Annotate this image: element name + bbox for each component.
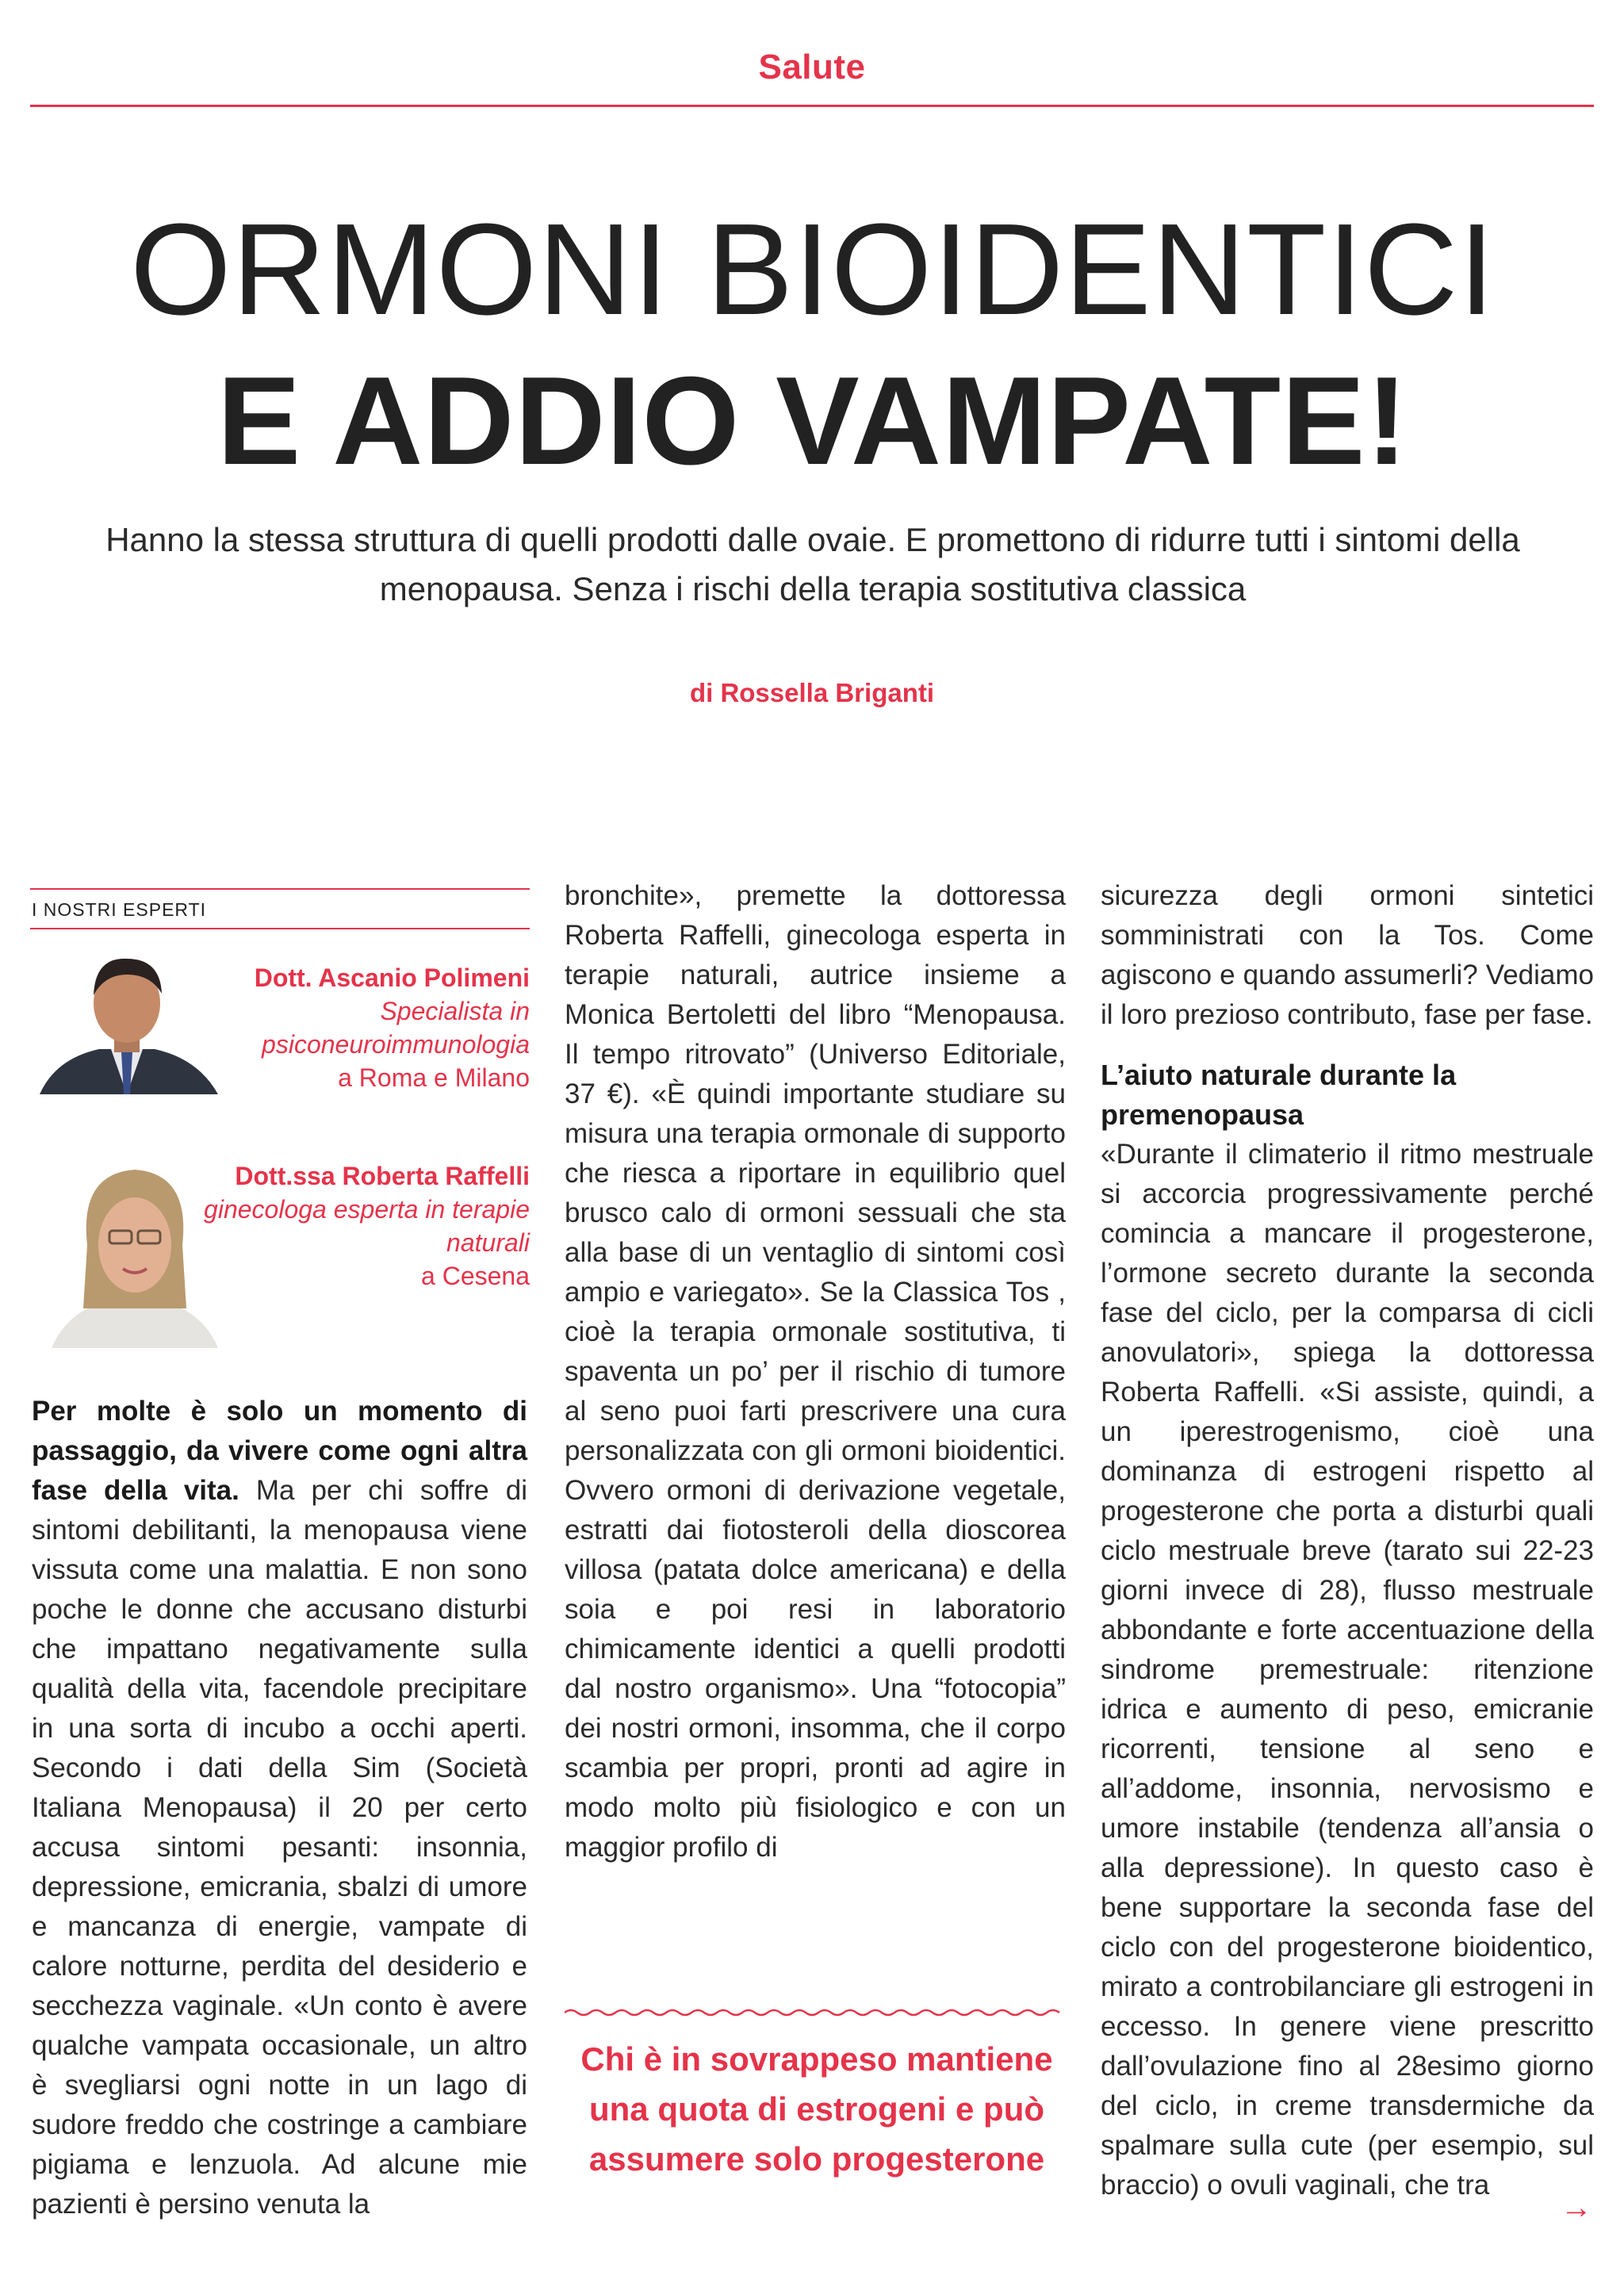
experts-label: I NOSTRI ESPERTI [32, 899, 207, 920]
section-subhead: L’aiuto naturale durante la premenopausa [1101, 1059, 1457, 1131]
experts-label-rule [30, 928, 530, 929]
expert-city: a Roma e Milano [338, 1063, 530, 1092]
body-text: Ma per chi soffre di sintomi debilitanti, la menopausa viene vissuta come una malattia. E non sono poche le donne che accusano disturbi che impattano negativamente sulla qualità della vita, facendole precipitare in una sorta di incubo a occhi aperti. Secondo i dati della Sim (Società Italiana Menopausa) il 20 per certo accusa sintomi pesanti: insonnia, depressione, emicrania, sbalzi di umore e mancanza di energie, vampate di calore notturne, perdita del desiderio e secchezza vaginale. «Un conto è avere qualche vampata occasionale, un altro è svegliarsi ogni notte in un lago di sudore freddo che costringe a cambiare pigiama e lenzuola. Ad alcune mie pazienti è persino venuta la [32, 1475, 527, 2220]
headline-line1: ORMONI BIOIDENTICI [130, 197, 1496, 342]
expert-card-raffelli [197, 1159, 530, 1293]
body-column-2 [565, 876, 1066, 1867]
body-text: «Durante il climaterio il ritmo mestruale si accorcia progressivamente perché comincia a mancare il progesterone, l’ormone secreto durante la seconda fase del ciclo, per la comparsa di cicli anovulatori», spiega la dottoressa Roberta Raffelli. «Si assiste, quindi, a un iperestrogenismo, cioè una dominanza di estrogeni rispetto al progesterone che porta a disturbi quali ciclo mestruale breve (tarato sui 22-23 giorni invece di 28), flusso mestruale abbondante e forte accentuazione della sindrome premestruale: ritenzione idrica e aumento di peso, emicranie ricorrenti, tensione al seno e all’addome, insonnia, nervosismo e umore instabile (tendenza all’ansia o alla depressione). In questo caso è bene supportare la seconda fase del ciclo con del progesterone bioidentico, mirato a controbilanciare gli estrogeni in eccesso. In genere viene prescritto dall’ovulazione fino al 28esimo giorno del ciclo, in creme transdermiche da spalmare sulla cute (per esempio, sul braccio) o ovuli vaginali, che tra [1101, 1139, 1594, 2201]
wavy-line-icon [565, 2006, 1066, 2019]
section-label: Salute [758, 48, 866, 86]
byline: di Rossella Briganti [689, 678, 935, 707]
expert-name: Dott. Ascanio Polimeni [254, 963, 530, 992]
header-rule [30, 105, 1594, 107]
body-text: sicurezza degli ormoni sintetici somministrati con la Tos. Come agiscono e quando assumerli? Vediamo il loro prezioso contributo, fase per fase. [1101, 880, 1594, 1030]
body-column-3 [1101, 876, 1594, 2205]
headline-line2: E ADDIO VAMPATE! [216, 351, 1409, 491]
lead-paragraph: Per molte è solo un momento di passaggio, da vivere come ogni altra fase della vita. [32, 1396, 527, 1506]
expert-role: ginecologa esperta in terapie naturali [204, 1195, 530, 1257]
experts-top-rule [30, 888, 530, 890]
deck: Hanno la stessa struttura di quelli prodotti dalle ovaie. E promettono di ridurre tutti i sintomi della menopausa. Senza i rischi della terapia sostitutiva classica [105, 521, 1520, 607]
expert-photo-polimeni [32, 948, 222, 1094]
body-text: bronchite», premette la dottoressa Roberta Raffelli, ginecologa esperta in terapie naturali, autrice insieme a Monica Bertoletti del libro “Menopausa. Il tempo ritrovato” (Universo Editoriale, 37 €). «È quindi importante studiare su misura una terapia ormonale di supporto che riesca a riportare in equilibrio quel brusco calo di ormoni sessuali che sta alla base di un ventaglio di sintomi così ampio e variegato». Se la Classica Tos , cioè la terapia ormonale sostitutiva, ti spaventa un po’ per il rischio di tumore al seno puoi farti prescrivere una cura personalizzata con gli ormoni bioidentici. Ovvero ormoni di derivazione vegetale, estratti dai fiotosteroli della dioscorea villosa (patata dolce americana) e della soia e poi resi in laboratorio chimicamente identici a quelli prodotti dal nostro organismo». Una “fotocopia” dei nostri ormoni, insomma, che il corpo scambia per propri, pronti ad agire in modo molto più fisiologico e con un maggior profilo di [565, 880, 1066, 1863]
expert-card-polimeni [197, 961, 530, 1094]
expert-name: Dott.ssa Roberta Raffelli [235, 1162, 530, 1190]
arrow-right-icon: → [1561, 2190, 1592, 2225]
expert-photo-raffelli [48, 1158, 222, 1348]
expert-city: a Cesena [421, 1262, 530, 1290]
pull-quote: Chi è in sovrappeso mantiene una quota di estrogeni e può assumere solo progesterone [580, 2040, 1053, 2178]
body-column-1 [32, 1392, 527, 2224]
expert-role: Specialista in psiconeuroimmunologia [262, 997, 530, 1059]
